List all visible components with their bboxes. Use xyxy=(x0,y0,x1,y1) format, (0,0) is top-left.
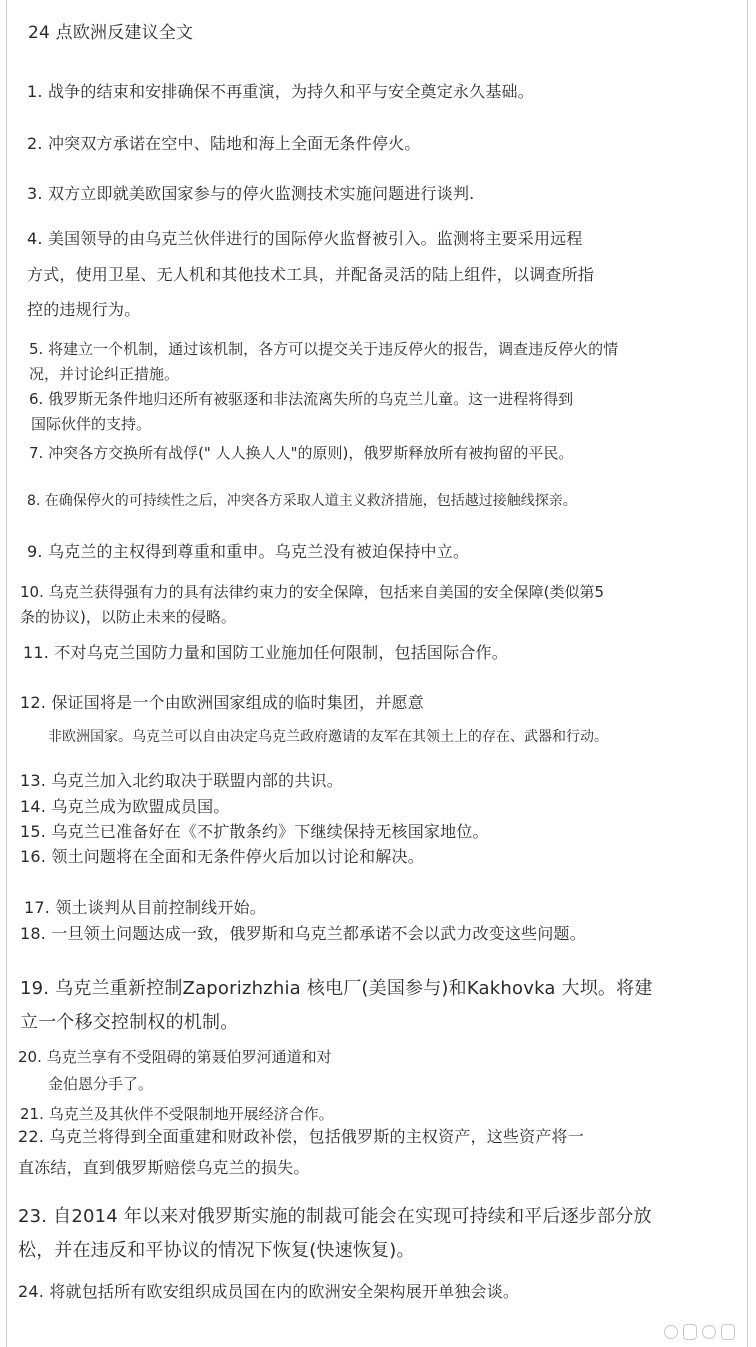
item-line: 非欧洲国家。乌克兰可以自由决定乌克兰政府邀请的友军在其领土上的存在、武器和行动。 xyxy=(48,729,608,745)
item-line: 控的违规行为。 xyxy=(27,300,141,319)
item-line: 8. 在确保停火的可持续性之后，冲突各方采取人道主义救济措施，包括越过接触线探亲。 xyxy=(27,493,577,509)
item-line: 24. 将就包括所有欧安组织成员国在内的欧洲安全架构展开单独会谈。 xyxy=(18,1282,520,1301)
item-line: 12. 保证国将是一个由欧洲国家组成的临时集团，并愿意 xyxy=(20,693,424,712)
item-line: 13. 乌克兰加入北约取决于联盟内部的共识。 xyxy=(20,771,343,790)
item-line: 15. 乌克兰已准备好在《不扩散条约》下继续保持无核国家地位。 xyxy=(20,822,489,841)
item-line: 条的协议)，以防止未来的侵略。 xyxy=(20,608,236,626)
item-line: 1. 战争的结束和安排确保不再重演，为持久和平与安全奠定永久基础。 xyxy=(27,82,534,101)
watermark-dot-icon xyxy=(665,1326,677,1338)
watermark-bar-icon xyxy=(722,1325,734,1339)
item-line: 3. 双方立即就美欧国家参与的停火监测技术实施问题进行谈判. xyxy=(27,184,475,203)
item-line: 金伯恩分手了。 xyxy=(48,1075,154,1093)
item-line: 14. 乌克兰成为欧盟成员国。 xyxy=(20,797,230,816)
item-line: 16. 领土问题将在全面和无条件停火后加以讨论和解决。 xyxy=(20,847,424,866)
item-line: 22. 乌克兰将得到全面重建和财政补偿，包括俄罗斯的主权资产，这些资产将一 xyxy=(18,1127,584,1146)
watermark-bar-icon xyxy=(684,1325,696,1339)
item-line: 况，并讨论纠正措施。 xyxy=(29,365,180,383)
item-line: 松，并在违反和平协议的情况下恢复(快速恢复)。 xyxy=(18,1240,415,1261)
item-line: 18. 一旦领土问题达成一致，俄罗斯和乌克兰都承诺不会以武力改变这些问题。 xyxy=(20,924,586,943)
item-line: 7. 冲突各方交换所有战俘(" 人人换人人"的原则)，俄罗斯释放所有被拘留的平民。 xyxy=(29,444,574,462)
item-line: 国际伙伴的支持。 xyxy=(31,415,152,433)
document-title: 24 点欧洲反建议全文 xyxy=(28,23,194,43)
item-line: 23. 自2014 年以来对俄罗斯实施的制裁可能会在实现可持续和平后逐步部分放 xyxy=(18,1206,652,1227)
watermark-dot-icon xyxy=(703,1326,715,1338)
item-line: 4. 美国领导的由乌克兰伙伴进行的国际停火监督被引入。监测将主要采用远程 xyxy=(27,229,583,248)
item-line: 2. 冲突双方承诺在空中、陆地和海上全面无条件停火。 xyxy=(27,134,421,153)
item-line: 方式，使用卫星、无人机和其他技术工具，并配备灵活的陆上组件，以调查所指 xyxy=(27,265,595,284)
item-line: 直冻结，直到俄罗斯赔偿乌克兰的损失。 xyxy=(18,1158,310,1177)
item-line: 9. 乌克兰的主权得到尊重和重申。乌克兰没有被迫保持中立。 xyxy=(27,542,470,561)
item-line: 19. 乌克兰重新控制Zaporizhzhia 核电厂(美国参与)和Kakhovka 大坝。将建 xyxy=(20,978,653,999)
watermark-icons xyxy=(665,1325,734,1339)
item-line: 20. 乌克兰享有不受阻碍的第聂伯罗河通道和对 xyxy=(18,1048,332,1066)
item-line: 立一个移交控制权的机制。 xyxy=(20,1012,239,1033)
item-line: 6. 俄罗斯无条件地归还所有被驱逐和非法流离失所的乌克兰儿童。这一进程将得到 xyxy=(29,390,574,408)
item-line: 17. 领土谈判从目前控制线开始。 xyxy=(24,898,266,917)
item-line: 21. 乌克兰及其伙伴不受限制地开展经济合作。 xyxy=(20,1105,334,1123)
item-line: 11. 不对乌克兰国防力量和国防工业施加任何限制，包括国际合作。 xyxy=(23,643,508,662)
item-line: 5. 将建立一个机制，通过该机制，各方可以提交关于违反停火的报告，调查违反停火的情 xyxy=(29,340,619,358)
item-line: 10. 乌克兰获得强有力的具有法律约束力的安全保障，包括来自美国的安全保障(类似第5 xyxy=(20,583,605,601)
